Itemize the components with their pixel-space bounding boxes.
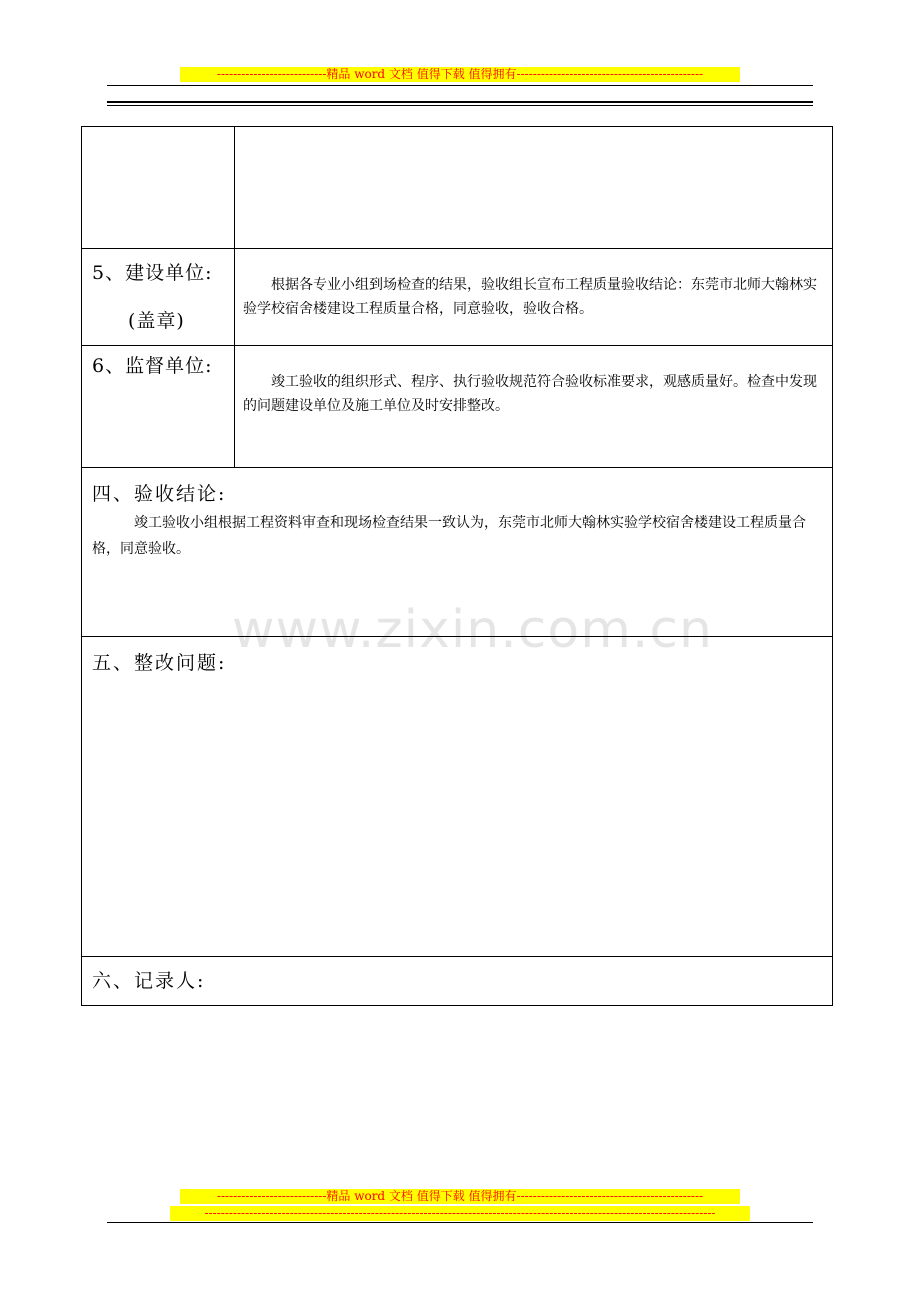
footer-banner: ---------------------------精品 word 文档 值得下载 值得拥有---------------------------------------------- xyxy=(180,1189,740,1204)
watermark-text: www.zixin.com.cn xyxy=(232,600,713,660)
conclusion-title: 四、验收结论: xyxy=(92,483,227,505)
supervision-unit-content-cell xyxy=(235,346,833,468)
recorder-row xyxy=(82,957,833,1006)
conclusion-row xyxy=(82,468,833,637)
seal-label: (盖章) xyxy=(128,310,185,332)
blank-row xyxy=(82,127,833,249)
supervision-unit-text: 竣工验收的组织形式、程序、执行验收规范符合验收标准要求，观感质量好。检查中发现的问题建设单位及施工单位及时安排整改。 xyxy=(243,374,817,414)
blank-label-cell xyxy=(82,127,235,249)
acceptance-form-table xyxy=(81,126,833,1006)
construction-unit-label-cell xyxy=(82,249,235,346)
supervision-unit-label: 6、监督单位: xyxy=(92,355,213,377)
construction-unit-row xyxy=(82,249,833,346)
header-banner: ---------------------------精品 word 文档 值得下载 值得拥有---------------------------------------------- xyxy=(180,67,740,82)
supervision-unit-label-cell xyxy=(82,346,235,468)
rectification-title: 五、整改问题: xyxy=(92,652,227,674)
construction-unit-label: 5、建设单位: xyxy=(92,262,213,284)
header-double-rule-top xyxy=(107,101,813,103)
footer-rule xyxy=(107,1222,813,1223)
header-rule xyxy=(107,85,813,86)
supervision-unit-row xyxy=(82,346,833,468)
conclusion-cell xyxy=(82,468,833,637)
rectification-row xyxy=(82,637,833,957)
blank-content-cell xyxy=(235,127,833,249)
recorder-title: 六、记录人: xyxy=(92,970,206,992)
conclusion-text: 竣工验收小组根据工程资料审查和现场检查结果一致认为，东莞市北师大翰林实验学校宿舍楼建设工程质量合格，同意验收。 xyxy=(92,515,806,557)
header-double-rule-bottom xyxy=(107,105,813,106)
construction-unit-text: 根据各专业小组到场检查的结果，验收组长宣布工程质量验收结论：东莞市北师大翰林实验学校宿舍楼建设工程质量合格，同意验收，验收合格。 xyxy=(243,277,817,317)
recorder-cell xyxy=(82,957,833,1006)
rectification-cell xyxy=(82,637,833,957)
construction-unit-content-cell xyxy=(235,249,833,346)
footer-dash-line: ------------------------------------------------------------------------------------------------------------------------------ xyxy=(170,1206,750,1221)
